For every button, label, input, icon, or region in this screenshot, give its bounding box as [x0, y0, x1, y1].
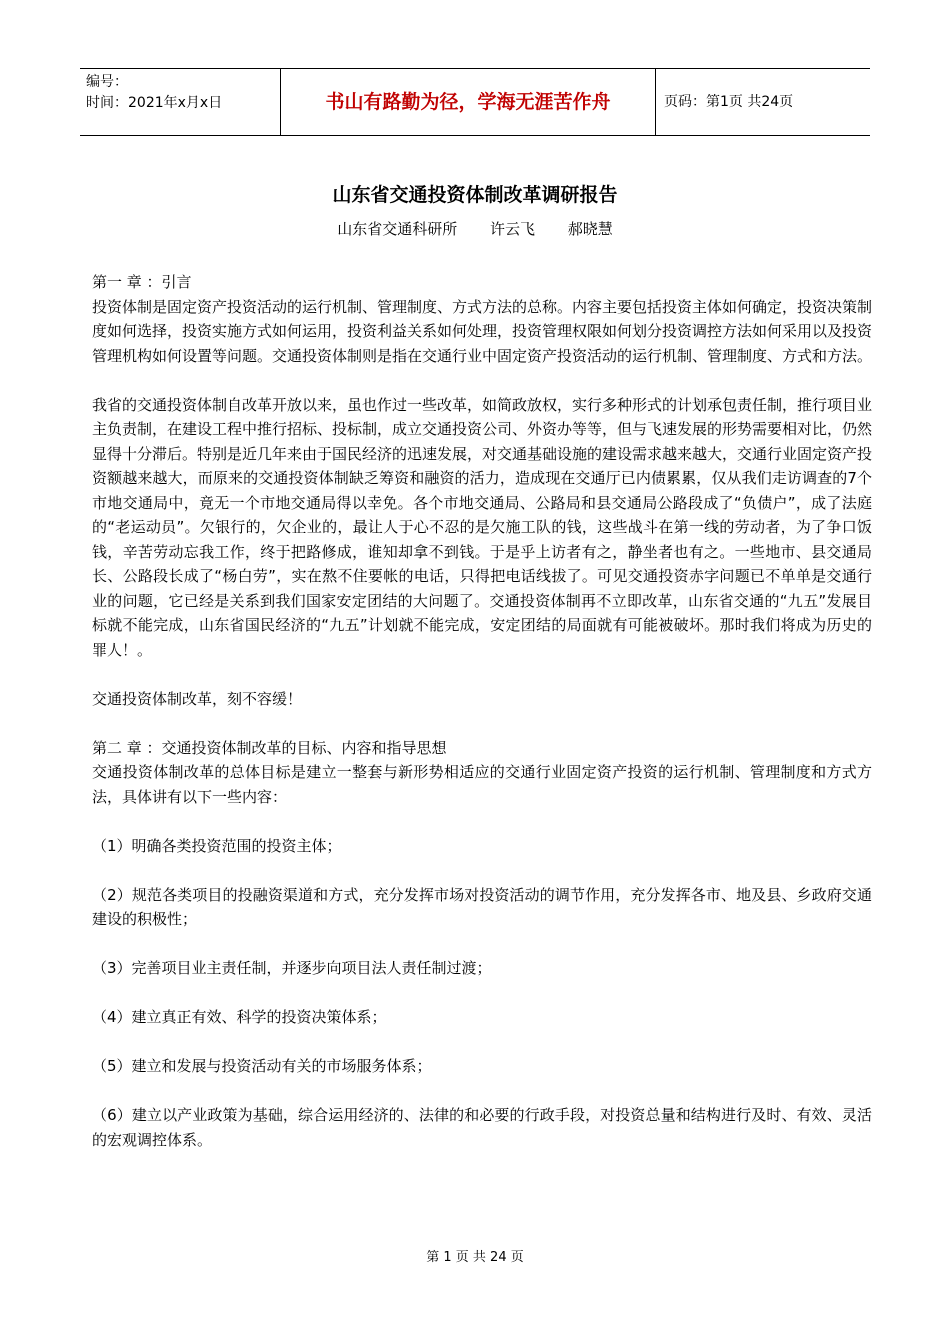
body-paragraph: （5）建立和发展与投资活动有关的市场服务体系；	[92, 1057, 432, 1075]
body-paragraph: 我省的交通投资体制自改革开放以来，虽也作过一些改革，如简政放权，实行多种形式的计划承包责任制，推行项目业主负责制，在建设工程中推行招标、投标制，成立交通投资公司、外资办等等，但与飞速发展的形势需要相对比，仍然显得十分滞后。特别是近几年来由于国民经济的迅速发展，对交通基础设施的建设需求越来越大，交通行业固定资产投资额越来越大，而原来的交通投资体制缺乏筹资和融资的活力，造成现在交通厅已内债累累，仅从我们走访调查的7个市地交通局中，竟无一个市地交通局得以幸免。各个市地交通局、公路局和县交通局公路段成了“负债户”，成了法庭的“老运动员”。欠银行的，欠企业的，最让人于心不忍的是欠施工队的钱，这些战斗在第一线的劳动者，为了争口饭钱，辛苦劳动忘我工作，终于把路修成，谁知却拿不到钱。于是乎上访者有之，静坐者也有之。一些地市、县交通局长、公路段长成了“杨白劳”，实在熬不住要帐的电话，只得把电话线拔了。可见交通投资赤字问题已不单单是交通行业的问题，它已经是关系到我们国家安定团结的大问题了。交通投资体制再不立即改革，山东省交通的“九五”发展目标就不能完成，山东省国民经济的“九五”计划就不能完成，安定团结的局面就有可能被破坏。那时我们将成为历史的罪人！。	[92, 395, 873, 659]
document-title: 山东省交通投资体制改革调研报告	[332, 184, 618, 206]
body-paragraph: （4）建立真正有效、科学的投资决策体系；	[92, 1008, 387, 1026]
document-date: 时间：2021年x月x日	[86, 95, 223, 111]
body-paragraph: （2）规范各类项目的投融资渠道和方式，充分发挥市场对投资活动的调节作用，充分发挥各市、地及县、乡政府交通建设的积极性；	[92, 885, 872, 928]
page-footer: 第 1 页 共 24 页	[426, 1250, 524, 1265]
body-paragraph: 交通投资体制改革，刻不容缓！	[92, 689, 303, 708]
body-paragraph: 第二 章 ：交通投资体制改革的目标、内容和指导思想	[92, 738, 447, 757]
document-number-label: 编号：	[86, 74, 128, 90]
header-meta	[80, 69, 280, 135]
paragraph-spacer	[92, 809, 872, 834]
paragraph-spacer	[92, 981, 872, 1006]
body-paragraph: 交通投资体制改革的总体目标是建立一整套与新形势相适应的交通行业固定资产投资的运行机制、管理制度和方式方法，具体讲有以下一些内容：	[92, 763, 872, 806]
body-paragraph: （1）明确各类投资范围的投资主体；	[92, 836, 342, 855]
document-body	[92, 270, 872, 1152]
header-page-info: 页码：第1页 共24页	[664, 94, 794, 110]
page-header	[80, 68, 870, 136]
body-paragraph: 投资体制是固定资产投资活动的运行机制、管理制度、方式方法的总称。内容主要包括投资主体如何确定，投资决策制度如何选择，投资实施方式如何运用，投资利益关系如何处理，投资管理权限如何划分投资调控方法如何采用以及投资管理机构如何设置等问题。交通投资体制则是指在交通行业中固定资产投资活动的运行机制、管理制度、方式和方法。	[92, 297, 873, 365]
paragraph-spacer	[92, 1030, 872, 1055]
header-motto: 书山有路勤为径，学海无涯苦作舟	[280, 69, 656, 135]
paragraph-spacer	[92, 662, 872, 687]
author-line	[0, 218, 950, 239]
paragraph-spacer	[92, 368, 872, 393]
body-paragraph: 第一 章 ：引言	[92, 273, 192, 291]
author-name-1: 许云飞	[489, 220, 535, 238]
paragraph-spacer	[92, 1079, 872, 1104]
body-paragraph: （3）完善项目业主责任制，并逐步向项目法人责任制过渡；	[92, 959, 492, 977]
paragraph-spacer	[92, 858, 872, 883]
paragraph-spacer	[92, 932, 872, 957]
author-name-2: 郝晓慧	[567, 220, 613, 238]
author-org: 山东省交通科研所	[337, 220, 458, 238]
body-paragraph: （6）建立以产业政策为基础，综合运用经济的、法律的和必要的行政手段，对投资总量和结构进行及时、有效、灵活的宏观调控体系。	[92, 1106, 872, 1149]
paragraph-spacer	[92, 711, 872, 736]
